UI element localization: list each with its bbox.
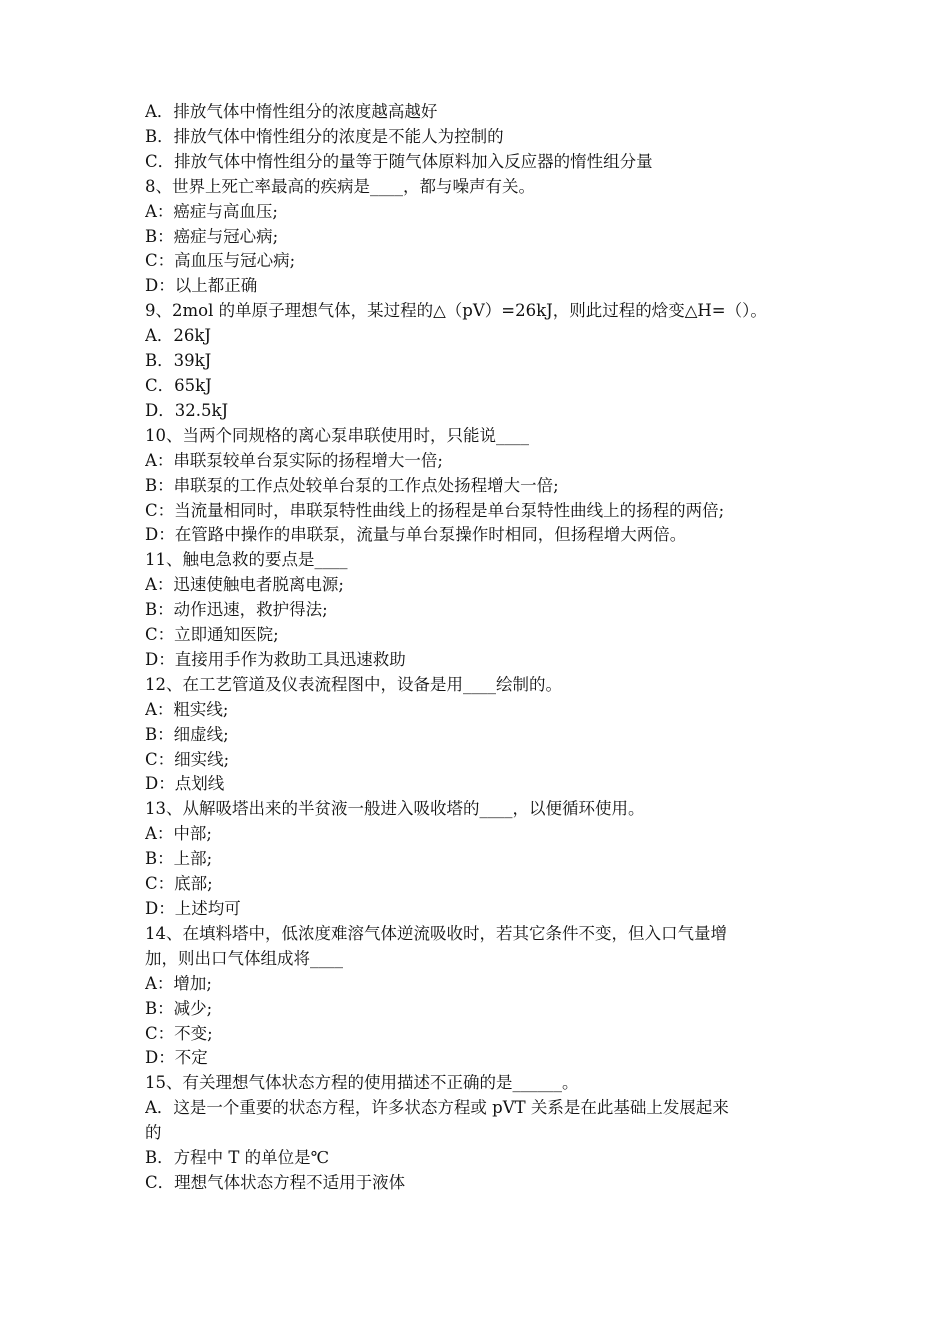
option-line: A：癌症与高血压;	[145, 201, 278, 221]
option-line: C．65kJ	[145, 375, 212, 395]
option-line: D：在管路中操作的串联泵，流量与单台泵操作时相同，但扬程增大两倍。	[145, 525, 687, 545]
option-line: C：底部;	[145, 874, 213, 894]
option-line: B：细虚线;	[145, 724, 229, 744]
question-13: 13、从解吸塔出来的半贫液一般进入吸收塔的____，以便循环使用。	[145, 799, 645, 819]
option-line: A：迅速使触电者脱离电源;	[145, 575, 344, 595]
question-9: 9、2mol 的单原子理想气体，某过程的△（pV）=26kJ，则此过程的焓变△H=（）。	[145, 301, 767, 321]
question-8: 8、世界上死亡率最高的疾病是____，都与噪声有关。	[145, 176, 535, 196]
option-line: A：粗实线;	[145, 699, 229, 719]
option-line: D．32.5kJ	[145, 400, 229, 420]
option-line: A：串联泵较单台泵实际的扬程增大一倍;	[145, 450, 443, 470]
question-15: 15、有关理想气体状态方程的使用描述不正确的是______。	[145, 1073, 579, 1093]
option-line: D：直接用手作为救助工具迅速救助	[145, 649, 406, 669]
option-line: D：不定	[145, 1048, 208, 1068]
option-line: D：上述均可	[145, 899, 241, 918]
option-line: B：减少;	[145, 998, 213, 1018]
option-line: C：立即通知医院;	[145, 625, 279, 645]
option-line: D：点划线	[145, 774, 225, 794]
option-line: A．这是一个重要的状态方程，许多状态方程或 pVT 关系是在此基础上发展起来	[145, 1098, 729, 1118]
question-14: 14、在填料塔中，低浓度难溶气体逆流吸收时，若其它条件不变，但入口气量增	[145, 923, 727, 943]
option-line: B：动作迅速，救护得法;	[145, 600, 328, 620]
option-line: B：串联泵的工作点处较单台泵的工作点处扬程增大一倍;	[145, 475, 559, 495]
option-line: C：不变;	[145, 1023, 213, 1043]
option-line-continued: 的	[145, 1123, 162, 1143]
option-line: B：癌症与冠心病;	[145, 226, 279, 246]
option-line: B．39kJ	[145, 351, 212, 371]
option-line: C：当流量相同时，串联泵特性曲线上的扬程是单台泵特性曲线上的扬程的两倍;	[145, 500, 725, 520]
document-page	[145, 100, 825, 1196]
option-line: C．排放气体中惰性组分的量等于随气体原料加入反应器的惰性组分量	[145, 151, 653, 171]
option-line: B：上部;	[145, 849, 213, 869]
question-14-continued: 加，则出口气体组成将____	[145, 948, 343, 968]
option-line: A：增加;	[145, 973, 212, 993]
option-line: C：细实线;	[145, 749, 230, 769]
option-line: B．方程中 T 的单位是℃	[145, 1148, 330, 1168]
option-line: A．排放气体中惰性组分的浓度越高越好	[145, 102, 438, 121]
option-line: D：以上都正确	[145, 276, 258, 296]
option-line: B．排放气体中惰性组分的浓度是不能人为控制的	[145, 126, 504, 146]
option-line: C．理想气体状态方程不适用于液体	[145, 1172, 406, 1192]
option-line: A：中部;	[145, 824, 212, 844]
question-11: 11、触电急救的要点是____	[145, 550, 348, 570]
option-line: A．26kJ	[145, 326, 212, 346]
question-10: 10、当两个同规格的离心泵串联使用时，只能说____	[145, 425, 529, 445]
question-12: 12、在工艺管道及仪表流程图中，设备是用____绘制的。	[145, 674, 562, 694]
option-line: C：高血压与冠心病;	[145, 251, 296, 271]
